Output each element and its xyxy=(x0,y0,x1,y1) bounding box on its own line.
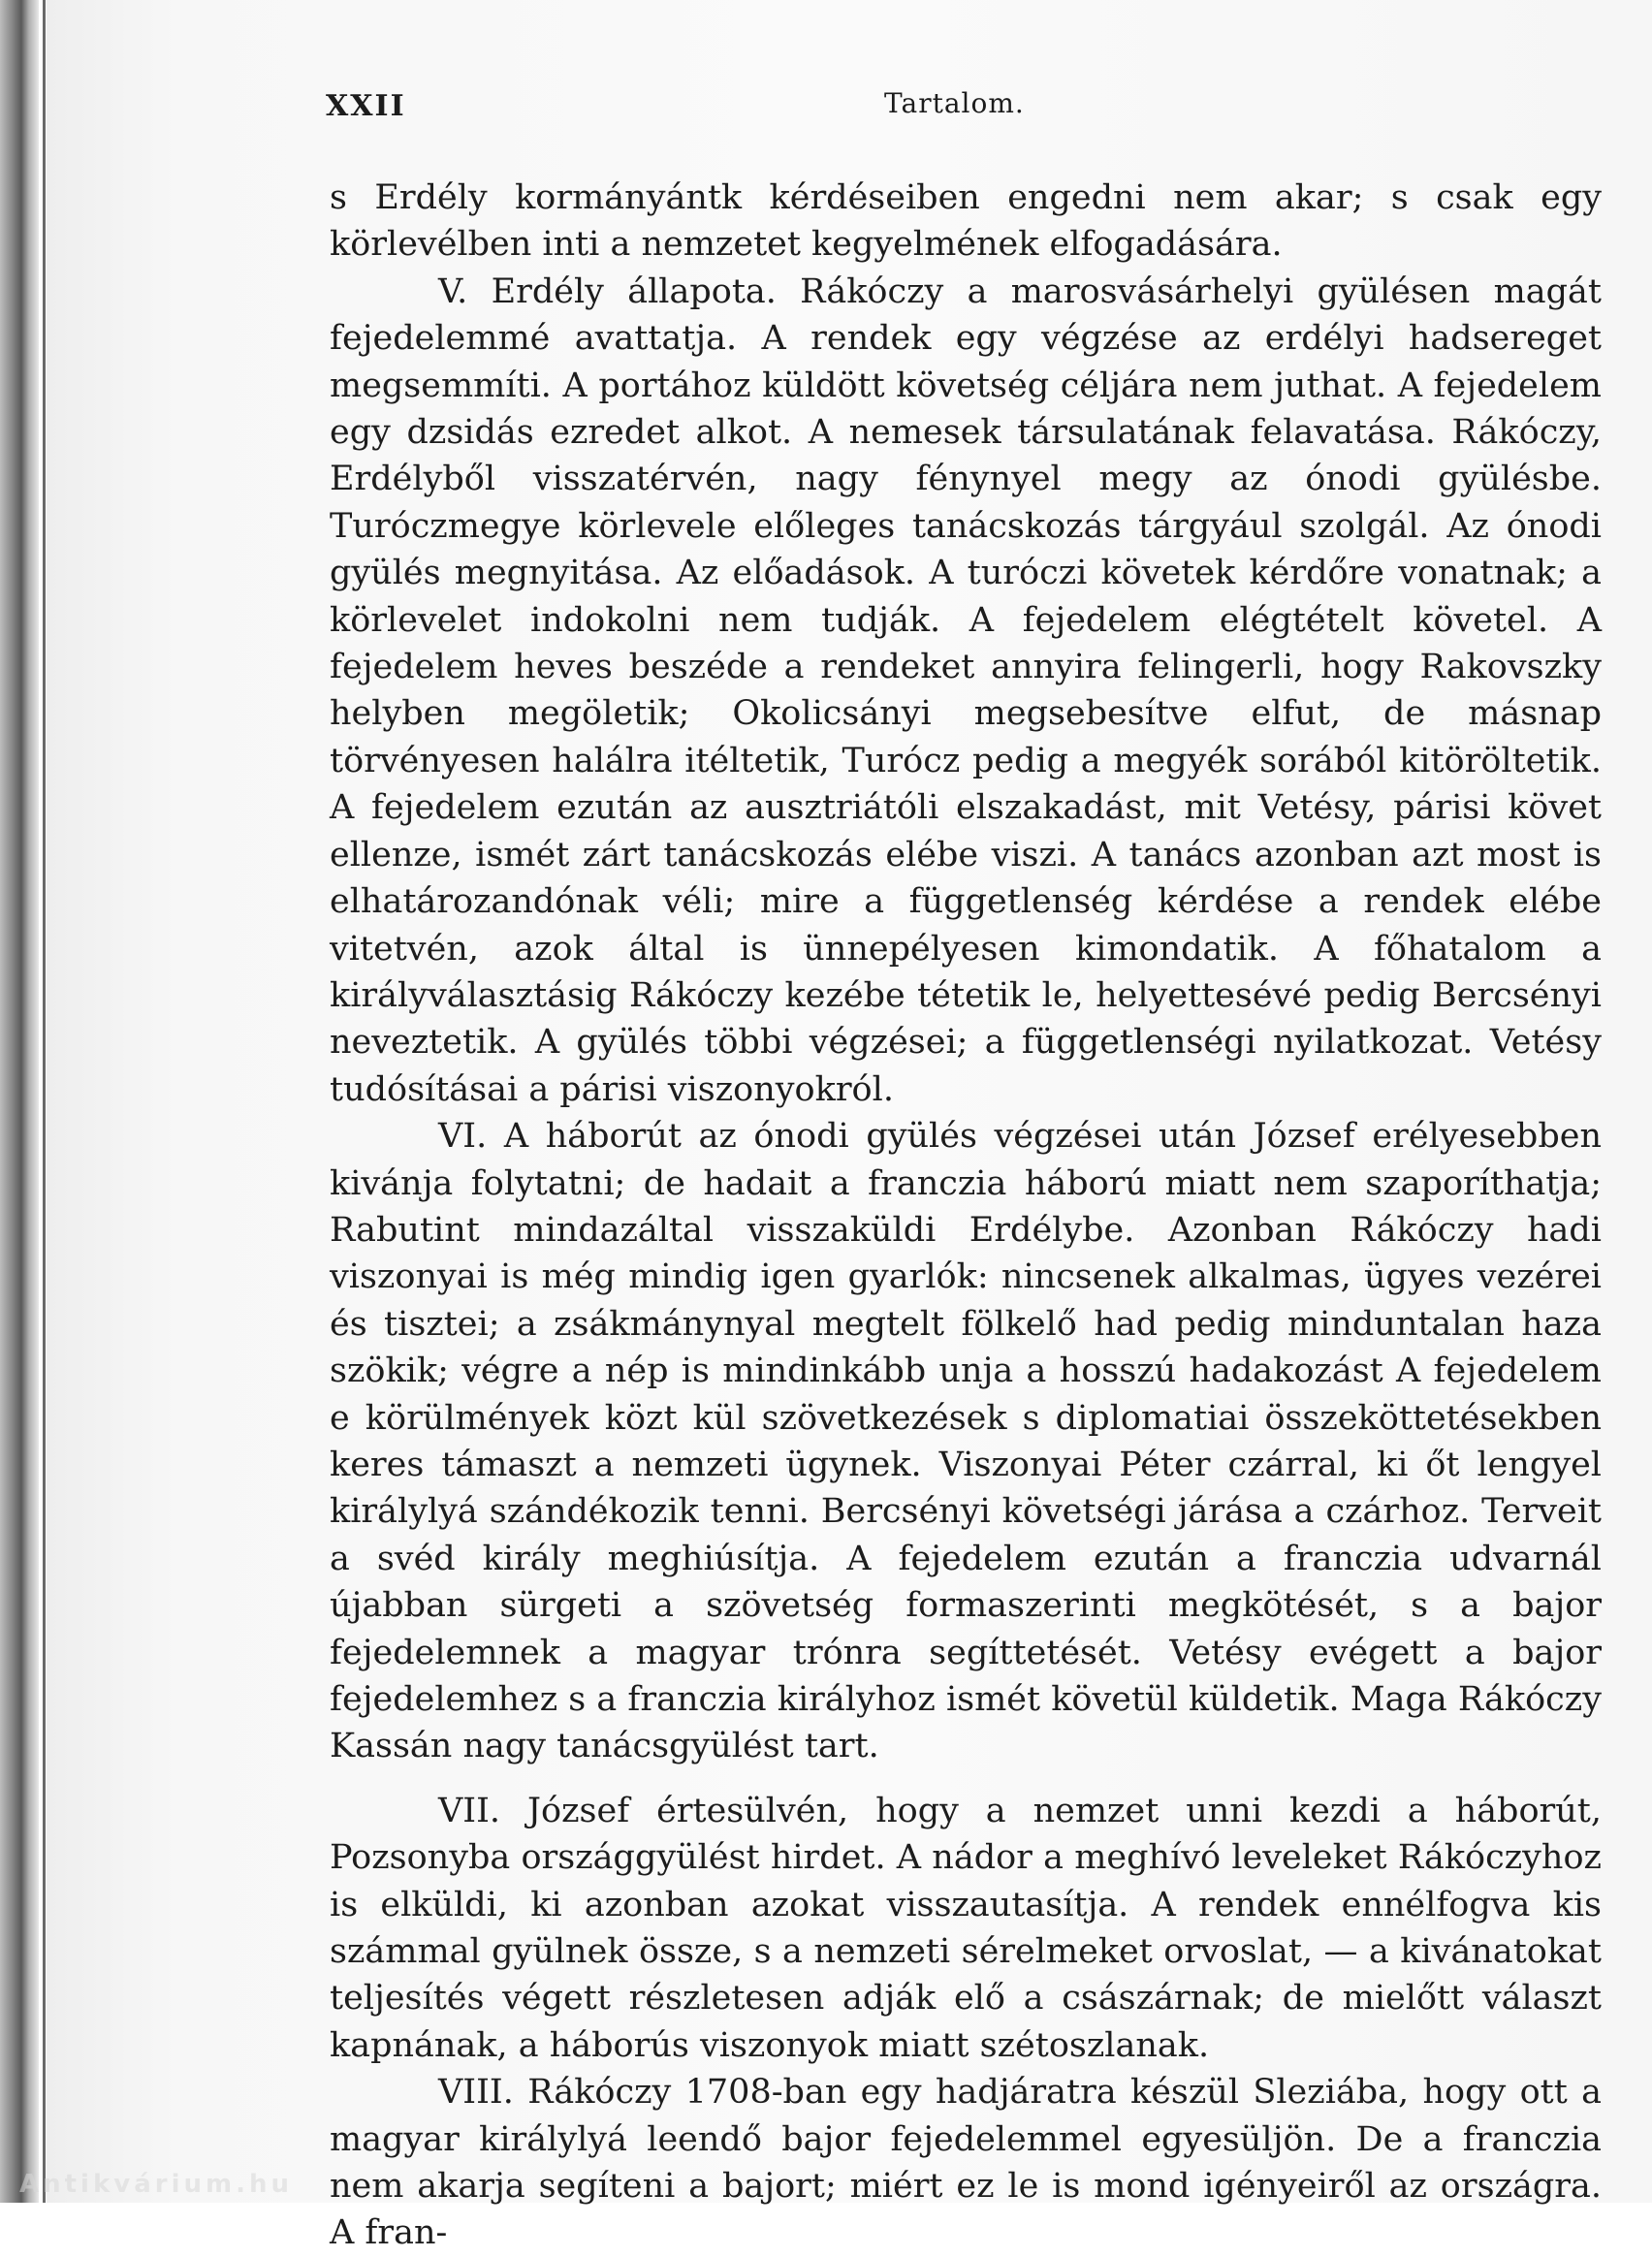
running-title: Tartalom. xyxy=(884,87,1025,119)
paragraph-section-viii: VIII. Rákóczy 1708-ban egy hadjáratra készül Sleziába, hogy ott a magyar királylyá leendő bajor fejedelemmel egyesüljön. De a franczia nem akarja segíteni a bajort; miért ez le is mond igényeiről az országra. A fran- xyxy=(330,2073,1602,2253)
page-number: XXII xyxy=(326,89,406,123)
paragraph-section-v: V. Erdély állapota. Rákóczy a marosvásárhelyi gyülésen magát fejedelemmé avattatja. A rendek egy végzése az erdélyi hadsereget megsemmíti. A portához küldött követség céljára nem juthat. A fejedelem egy dzsidás ezredet alkot. A nemesek társulatának felavatása. Rákóczy, Erdélyből visszatérvén, nagy fénynyel megy az ónodi gyülésbe. Turóczmegye körlevele előleges tanácskozás tárgyául szolgál. Az ónodi gyülés megnyitása. Az előadások. A turóczi követek kérdőre vonatnak; a körlevelet indokolni nem tudják. A fejedelem elégtételt követel. A fejedelem heves beszéde a rendeket annyira felingerli, hogy Rakovszky helyben megöletik; Okolicsányi megsebesítve elfut, de másnap törvényesen halálra itéltetik, Turócz pedig a megyék sorából kitöröltetik. A fejedelem ezután az ausztriátóli elszakadást, mit Vetésy, párisi követ ellenze, ismét zárt tanácskozás elébe viszi. A tanács azonban azt most is elhatározandónak véli; mire a függetlenség kérdése a rendek elébe vitetvén, azok által is ünnepélyesen kimondatik. A főhatalom a királyválasztásig Rákóczy kezébe tétetik le, helyettesévé pedig Bercsényi neveztetik. A gyülés többi végzései; a függetlenségi nyilatkozat. Vetésy tudósításai a párisi viszonyokról. xyxy=(330,271,1602,1109)
paragraph-section-vii: VII. József értesülvén, hogy a nemzet unni kezdi a háborút, Pozsonyba országgyülést hirdet. A nádor a meghívó leveleket Rákóczyhoz is elküldi, ki azonban azokat visszautasítja. A rendek ennélfogva kis számmal gyülnek össze, s a nemzeti sérelmeket orvoslat, — a kivánatokat teljesítés végett részletesen adják elő a császárnak; de mielőtt választ kapnának, a háborús viszonyok miatt szétoszlanak. xyxy=(330,1791,1602,2065)
paragraph-section-vi: VI. A háborút az ónodi gyülés végzései után József erélyesebben kivánja folytatni; de hadait a franczia háború miatt nem szaporíthatja; Rabutint mindazáltal visszaküldi Erdélybe. Azonban Rákóczy hadi viszonyai is még mindig igen gyarlók: nincsenek alkalmas, ügyes vezérei és tisztei; a zsákmánynyal megtelt fölkelő had pedig minduntalan haza szökik; végre a nép is mindinkább unja a hosszú hadakozást A fejedelem e körülmények közt kül szövetkezések s diplomatiai összeköttetésekben keres támaszt a nemzeti ügynek. Viszonyai Péter czárral, ki őt lengyel királylyá szándékozik tenni. Bercsényi követségi járása a czárhoz. Terveit a svéd király meghiúsítja. A fejedelem ezután a franczia udvarnál újabban sürgeti a szövetség formaszerinti megkötését, s a bajor fejedelemnek a magyar trónra segíttetését. Vetésy evégett a bajor fejedelemhez s a franczia királyhoz ismét követül küldetik. Maga Rákóczy Kassán nagy tanácsgyülést tart. xyxy=(330,1117,1602,1766)
page-binding-line xyxy=(43,0,46,2203)
paragraph-continuation: s Erdély kormányántk kérdéseiben engedni nem akar; s csak egy körlevélben inti a nemzetet kegyelmének elfogadására. xyxy=(330,178,1602,265)
body-text xyxy=(330,175,1602,2257)
book-spine-edge xyxy=(0,0,39,2203)
watermark: Antikvárium.hu xyxy=(19,2170,293,2199)
